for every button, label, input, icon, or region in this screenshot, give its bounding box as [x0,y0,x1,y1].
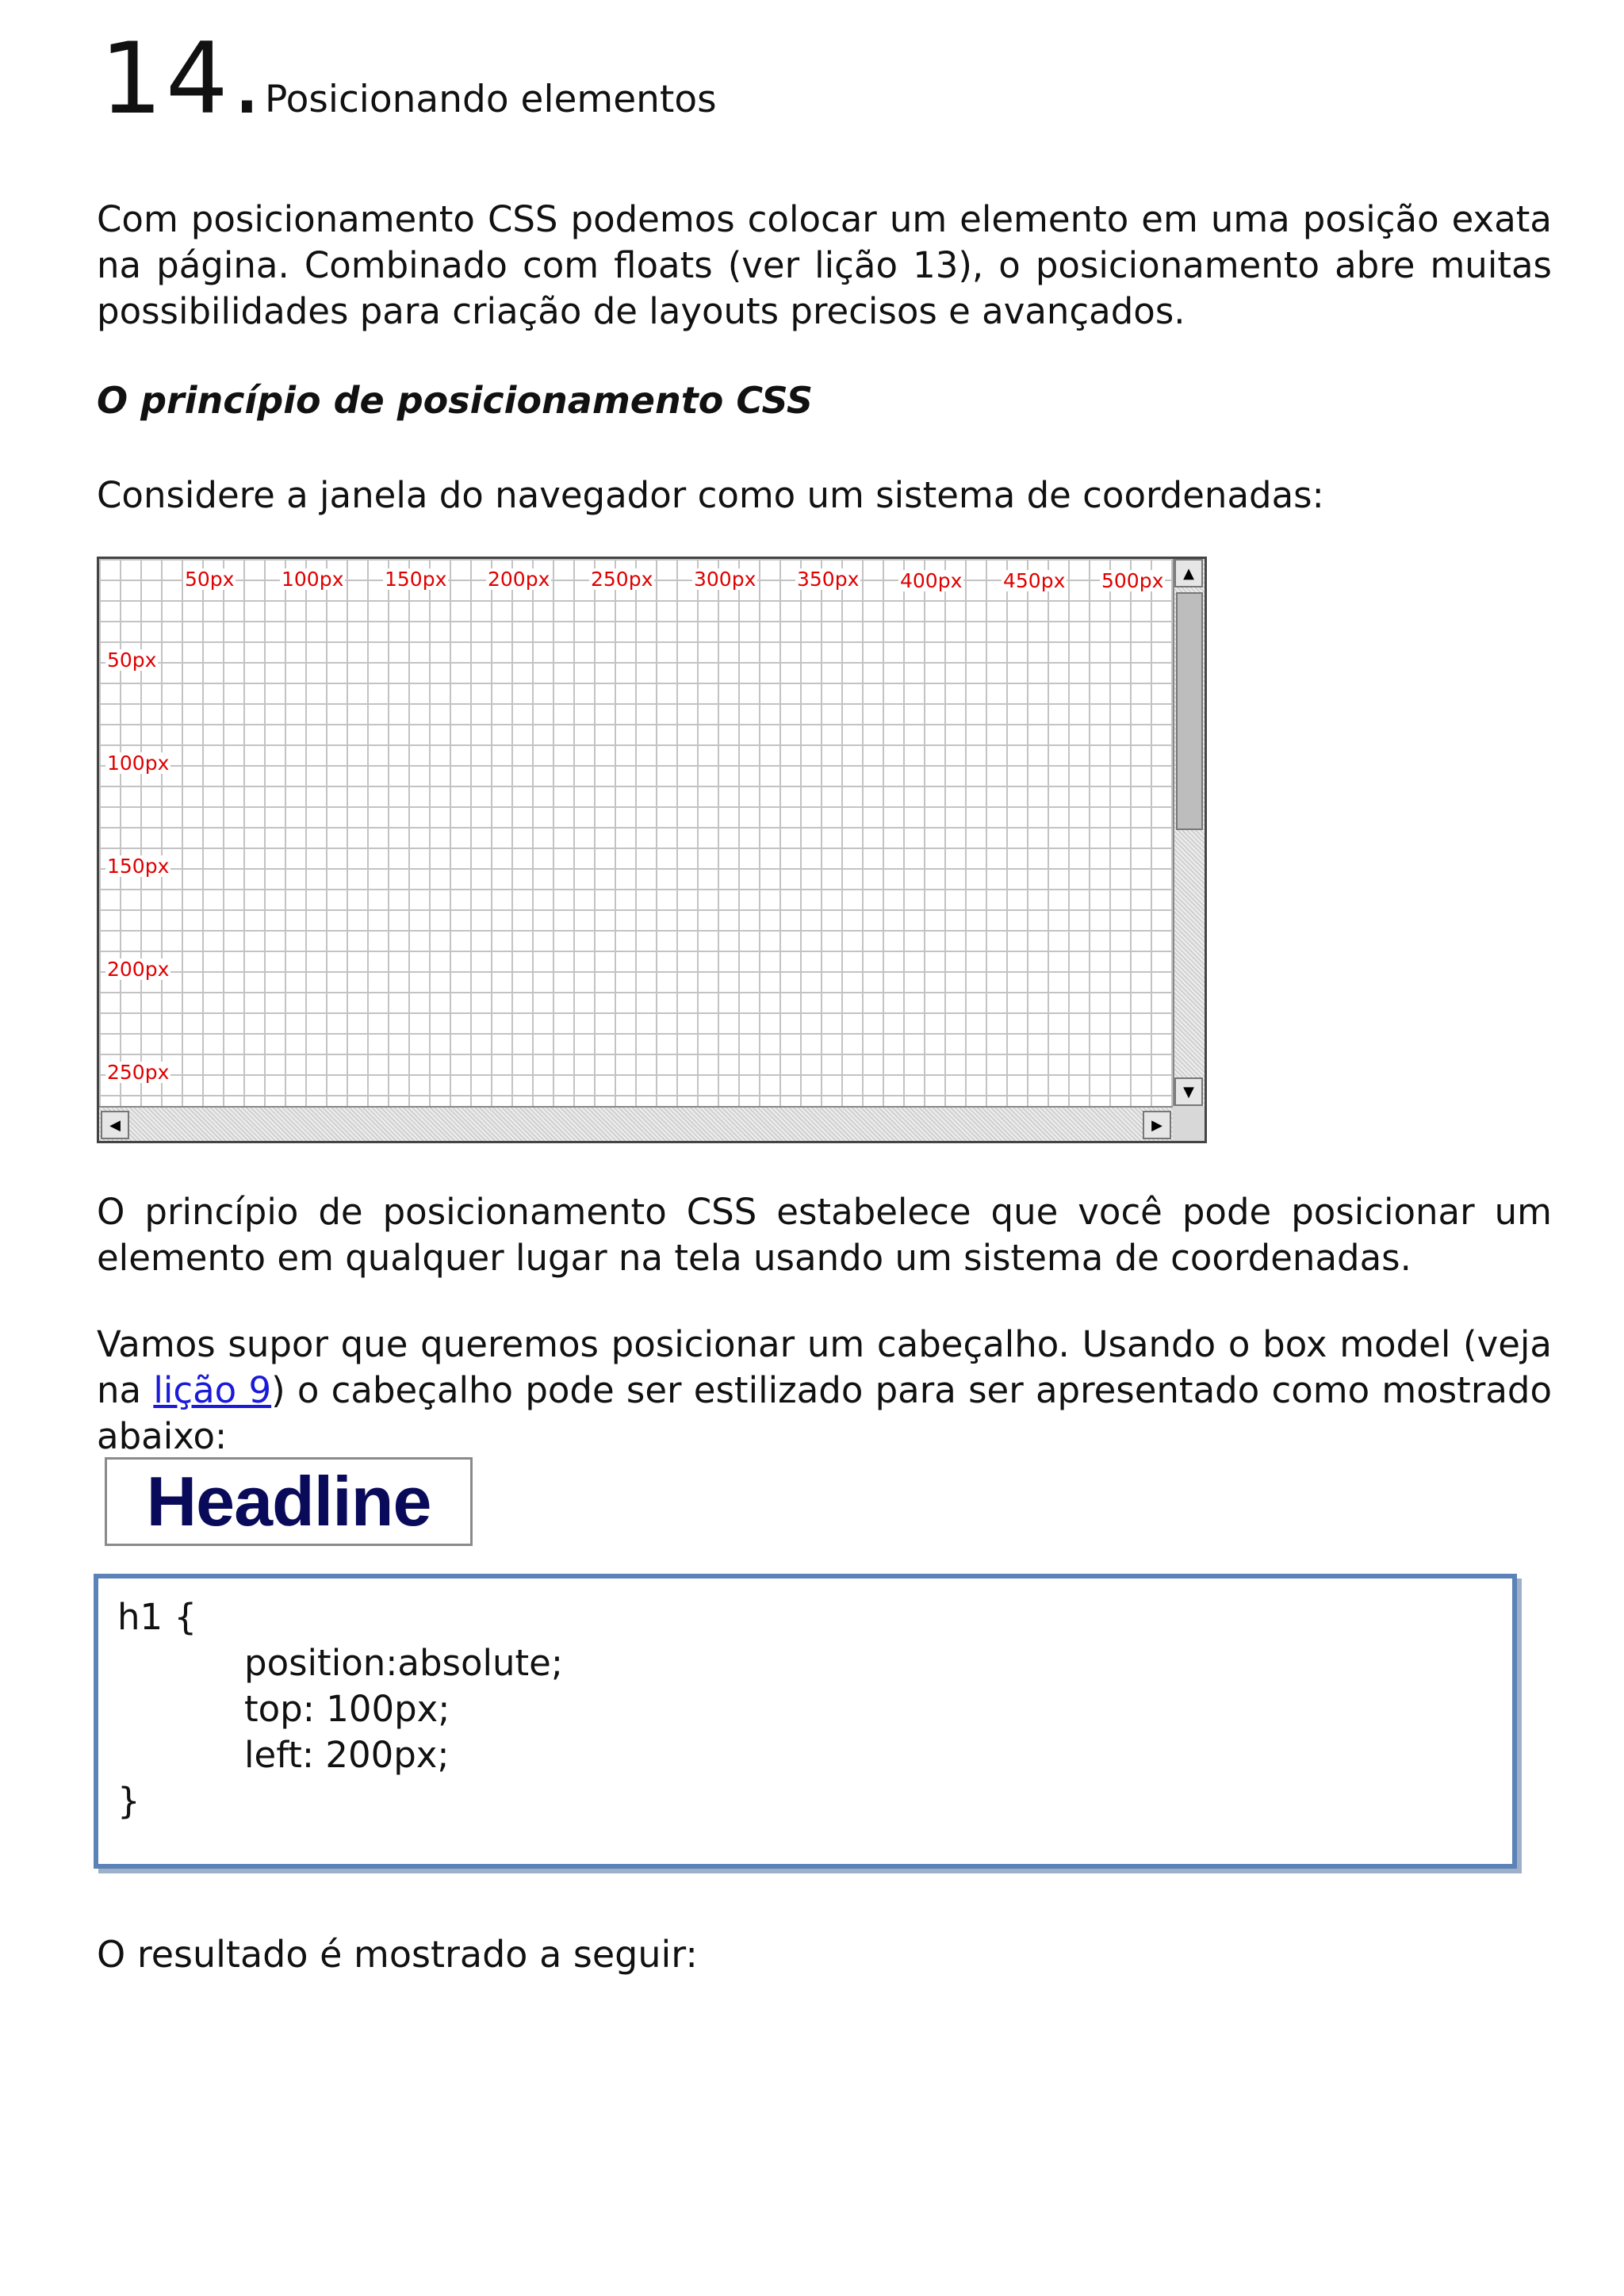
horizontal-scrollbar[interactable] [99,1106,1173,1141]
x-axis-label: 100px [282,568,344,591]
consider-paragraph: Considere a janela do navegador como um sistema de coordenadas: [97,474,1324,516]
code-line: left: 200px; [244,1734,450,1776]
scroll-down-button[interactable] [1174,1077,1203,1106]
x-axis-label: 450px [1003,569,1066,592]
code-line: position:absolute; [244,1642,564,1684]
lesson-9-link[interactable]: lição 9 [153,1369,272,1411]
x-axis-label: 400px [900,569,963,592]
code-line: top: 100px; [244,1688,450,1730]
css-code-box [94,1574,1517,1869]
vertical-scrollbar[interactable] [1173,559,1205,1106]
y-axis-label: 100px [107,752,170,775]
x-axis-label: 150px [385,568,447,591]
x-axis-label: 250px [591,568,653,591]
result-paragraph: O resultado é mostrado a seguir: [97,1933,698,1976]
triangle-right-icon: ▶ [1151,1116,1162,1134]
suppose-paragraph [97,1322,1552,1460]
scroll-left-button[interactable] [101,1111,129,1139]
lesson-number: 14. [100,22,266,136]
x-axis-label: 500px [1101,569,1164,592]
x-axis-label: 50px [185,568,235,591]
triangle-left-icon: ◀ [109,1116,121,1134]
headline-example-text: Headline [146,1462,431,1540]
code-line: } [117,1780,140,1822]
x-axis-label: 300px [694,568,756,591]
section-subheading: O princípio de posicionamento CSS [97,379,814,422]
triangle-up-icon: ▲ [1183,564,1194,582]
y-axis-label: 150px [107,855,170,878]
triangle-down-icon: ▼ [1183,1083,1194,1100]
vertical-scroll-thumb[interactable] [1176,592,1203,830]
y-axis-label: 250px [107,1061,170,1084]
headline-example-image [105,1457,473,1546]
coordinate-grid-figure [97,557,1207,1143]
intro-paragraph: Com posicionamento CSS podemos colocar um elemento em uma posição exata na página. Combinado com floats (ver lição 13), o posicionamento abre muitas possibilidades para criação de layouts precisos e avançados. [97,198,1552,332]
code-line: h1 { [117,1596,197,1638]
y-axis-label: 50px [107,649,157,672]
scroll-up-button[interactable] [1174,559,1203,587]
x-axis-label: 350px [797,568,860,591]
scrollbar-corner [1173,1106,1205,1141]
y-axis-label: 200px [107,958,170,981]
suppose-text-before: Vamos supor que queremos posicionar um cabeçalho. Usando o box model (veja na [97,1323,1552,1411]
principle-paragraph: O princípio de posicionamento CSS estabelece que você pode posicionar um elemento em qualquer lugar na tela usando um sistema de coordenadas. [97,1191,1552,1279]
suppose-text-after: ) o cabeçalho pode ser estilizado para ser apresentado como mostrado abaixo: [97,1369,1552,1457]
coordinate-grid [99,559,1173,1106]
scroll-right-button[interactable] [1143,1111,1171,1139]
x-axis-label: 200px [488,568,550,591]
lesson-title: Posicionando elementos [265,78,717,121]
